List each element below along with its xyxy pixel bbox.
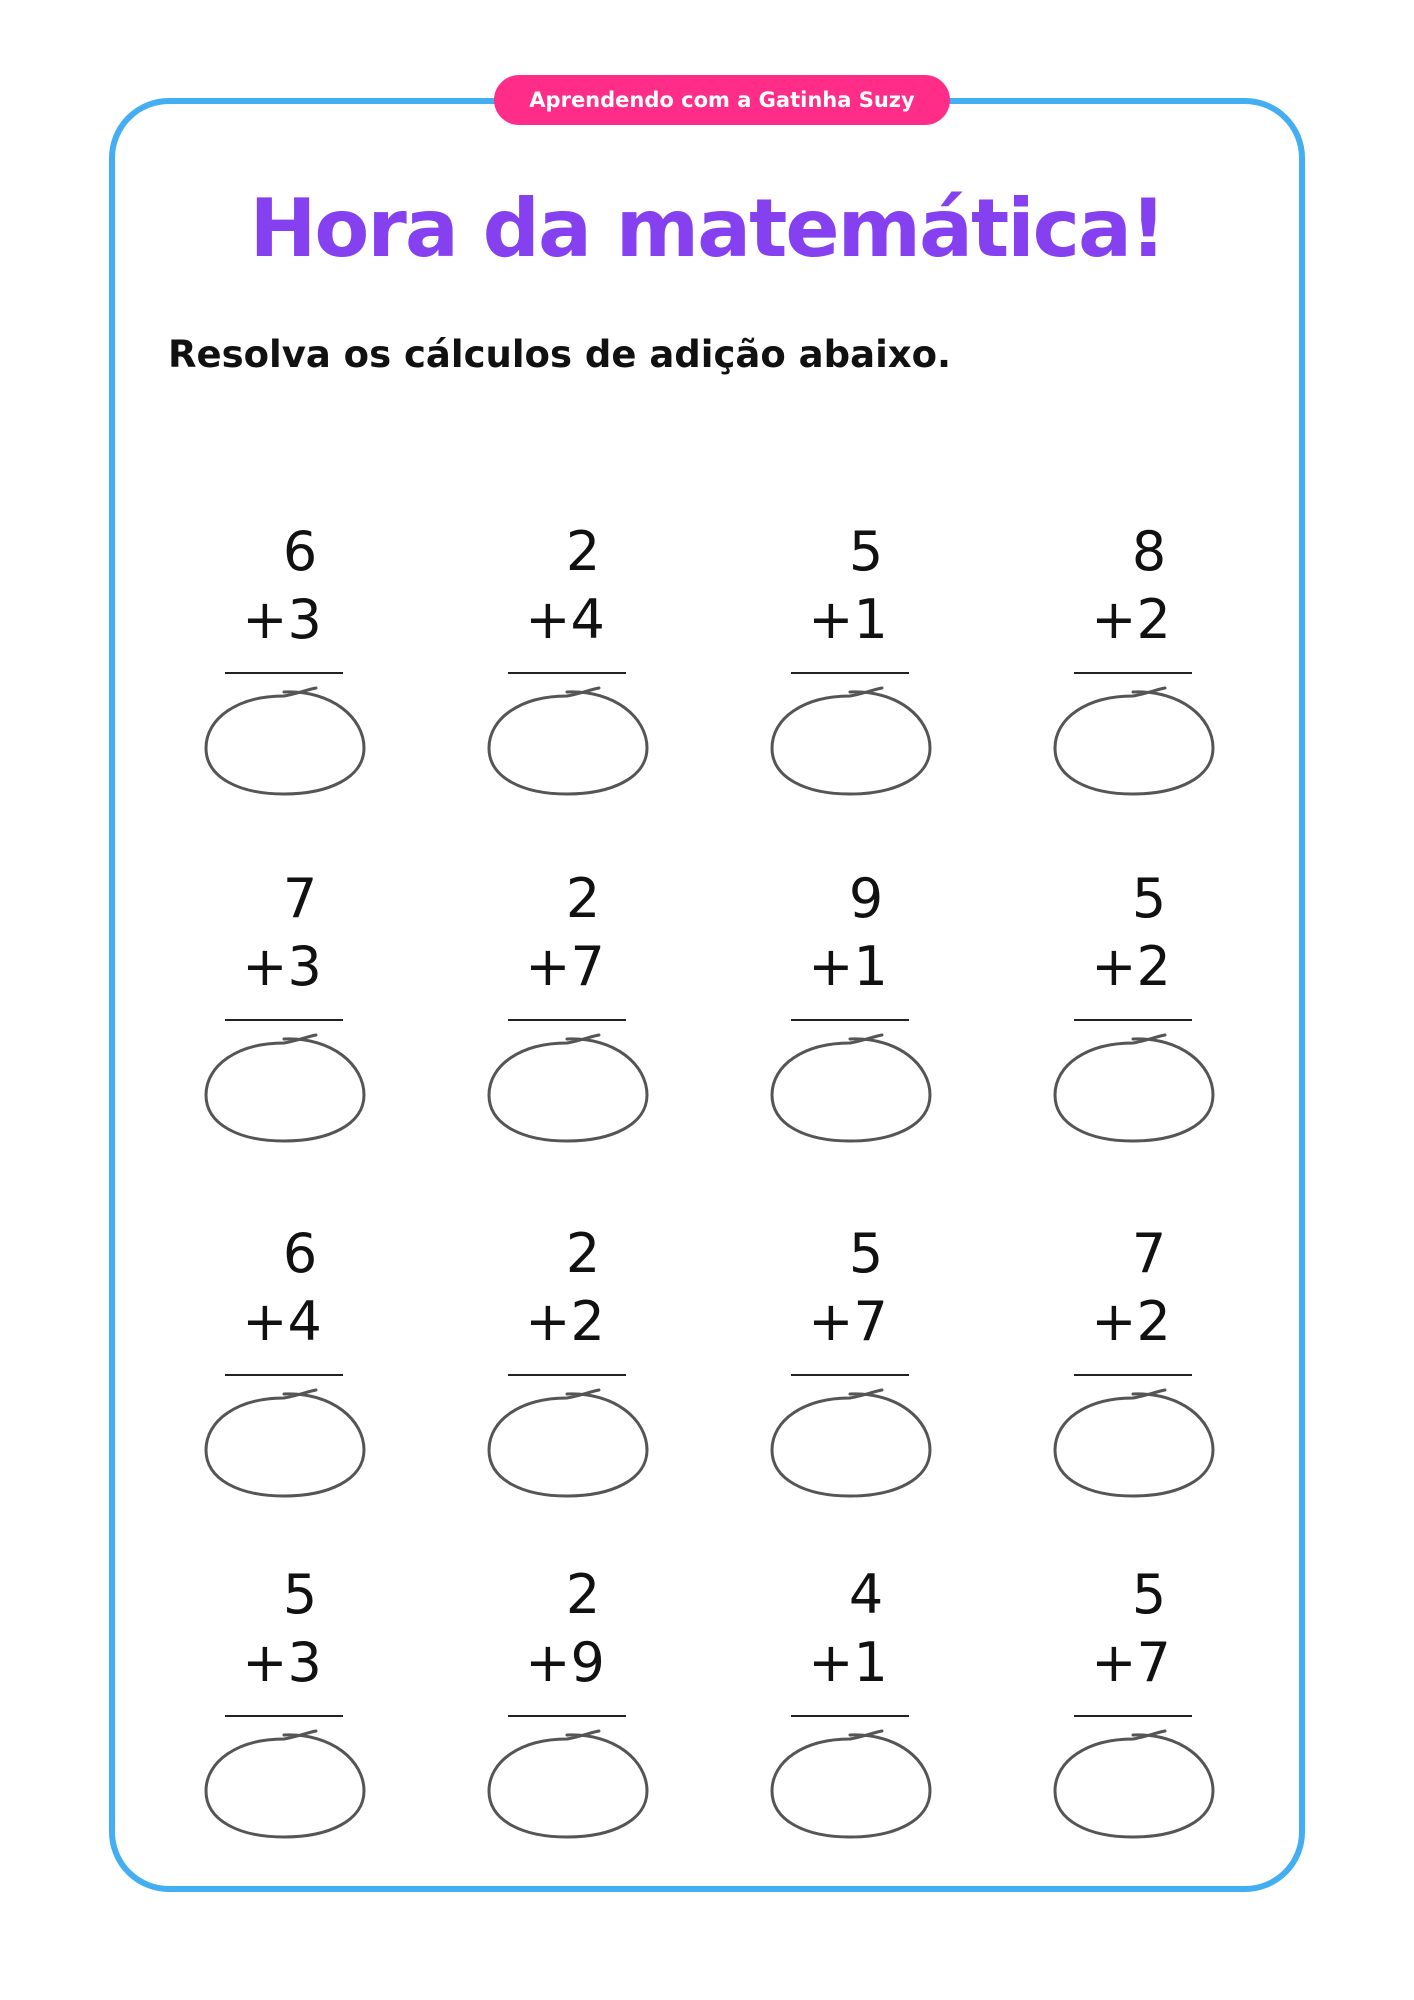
- top-number: 5: [1131, 867, 1167, 930]
- answer-circle-stroke: [1055, 688, 1213, 794]
- addend-number: +2: [1091, 588, 1171, 651]
- addition-problem: [748, 1222, 948, 1522]
- answer-circle[interactable]: [1041, 1382, 1221, 1502]
- addend-number: +2: [1091, 1290, 1171, 1353]
- addition-problem: [748, 520, 948, 820]
- top-number: 6: [282, 1222, 318, 1285]
- addition-problem: [1031, 1222, 1231, 1522]
- answer-circle-stroke: [489, 688, 647, 794]
- series-badge: Aprendendo com a Gatinha Suzy: [494, 75, 950, 125]
- top-number: 5: [848, 1222, 884, 1285]
- addend-number: +1: [808, 935, 888, 998]
- top-number: 6: [282, 520, 318, 583]
- sum-line: [1074, 1374, 1192, 1376]
- addition-problem: [182, 1222, 382, 1522]
- addend-number: +7: [525, 935, 605, 998]
- answer-circle[interactable]: [192, 680, 372, 800]
- addend-number: +9: [525, 1631, 605, 1694]
- answer-circle[interactable]: [758, 1723, 938, 1843]
- addend-number: +3: [242, 1631, 322, 1694]
- sum-line: [225, 1374, 343, 1376]
- addition-problem: [182, 867, 382, 1167]
- answer-circle[interactable]: [758, 680, 938, 800]
- answer-circle[interactable]: [475, 1723, 655, 1843]
- answer-circle-stroke: [1055, 1731, 1213, 1837]
- answer-circle-stroke: [489, 1035, 647, 1141]
- addition-problem: [465, 867, 665, 1167]
- sum-line: [791, 672, 909, 674]
- sum-line: [508, 1019, 626, 1021]
- addend-number: +4: [525, 588, 605, 651]
- answer-circle[interactable]: [475, 680, 655, 800]
- page-title: Hora da matemática!: [249, 182, 1165, 275]
- sum-line: [508, 1374, 626, 1376]
- answer-circle[interactable]: [192, 1723, 372, 1843]
- addition-problem: [182, 1563, 382, 1863]
- sum-line: [1074, 1715, 1192, 1717]
- answer-circle-stroke: [489, 1390, 647, 1496]
- addition-problem: [1031, 520, 1231, 820]
- sum-line: [225, 672, 343, 674]
- answer-circle-stroke: [772, 1731, 930, 1837]
- top-number: 7: [282, 867, 318, 930]
- addend-number: +1: [808, 1631, 888, 1694]
- sum-line: [791, 1715, 909, 1717]
- answer-circle-stroke: [772, 1035, 930, 1141]
- top-number: 2: [565, 1563, 601, 1626]
- top-number: 8: [1131, 520, 1167, 583]
- top-number: 5: [282, 1563, 318, 1626]
- answer-circle-stroke: [1055, 1390, 1213, 1496]
- answer-circle-stroke: [206, 688, 364, 794]
- addition-problem: [748, 1563, 948, 1863]
- answer-circle-stroke: [206, 1390, 364, 1496]
- answer-circle[interactable]: [1041, 680, 1221, 800]
- addend-number: +3: [242, 588, 322, 651]
- addition-problem: [465, 1563, 665, 1863]
- answer-circle-stroke: [772, 1390, 930, 1496]
- sum-line: [225, 1019, 343, 1021]
- sum-line: [791, 1374, 909, 1376]
- answer-circle[interactable]: [758, 1027, 938, 1147]
- top-number: 5: [848, 520, 884, 583]
- answer-circle-stroke: [206, 1035, 364, 1141]
- answer-circle[interactable]: [1041, 1723, 1221, 1843]
- answer-circle-stroke: [206, 1731, 364, 1837]
- addend-number: +7: [1091, 1631, 1171, 1694]
- answer-circle[interactable]: [758, 1382, 938, 1502]
- sum-line: [225, 1715, 343, 1717]
- addition-problem: [1031, 1563, 1231, 1863]
- sum-line: [508, 672, 626, 674]
- addition-problem: [748, 867, 948, 1167]
- answer-circle[interactable]: [192, 1382, 372, 1502]
- sum-line: [508, 1715, 626, 1717]
- addition-problem: [465, 520, 665, 820]
- sum-line: [1074, 1019, 1192, 1021]
- answer-circle-stroke: [489, 1731, 647, 1837]
- sum-line: [1074, 672, 1192, 674]
- addend-number: +1: [808, 588, 888, 651]
- answer-circle[interactable]: [475, 1382, 655, 1502]
- addend-number: +2: [1091, 935, 1171, 998]
- answer-circle[interactable]: [475, 1027, 655, 1147]
- top-number: 5: [1131, 1563, 1167, 1626]
- top-number: 2: [565, 867, 601, 930]
- addend-number: +3: [242, 935, 322, 998]
- top-number: 2: [565, 1222, 601, 1285]
- top-number: 4: [848, 1563, 884, 1626]
- top-number: 7: [1131, 1222, 1167, 1285]
- addition-problem: [1031, 867, 1231, 1167]
- top-number: 9: [848, 867, 884, 930]
- addend-number: +2: [525, 1290, 605, 1353]
- answer-circle-stroke: [1055, 1035, 1213, 1141]
- answer-circle[interactable]: [1041, 1027, 1221, 1147]
- answer-circle-stroke: [772, 688, 930, 794]
- sum-line: [791, 1019, 909, 1021]
- addition-problem: [465, 1222, 665, 1522]
- instruction-text: Resolva os cálculos de adição abaixo.: [168, 333, 952, 376]
- top-number: 2: [565, 520, 601, 583]
- addend-number: +7: [808, 1290, 888, 1353]
- answer-circle[interactable]: [192, 1027, 372, 1147]
- addition-problem: [182, 520, 382, 820]
- addend-number: +4: [242, 1290, 322, 1353]
